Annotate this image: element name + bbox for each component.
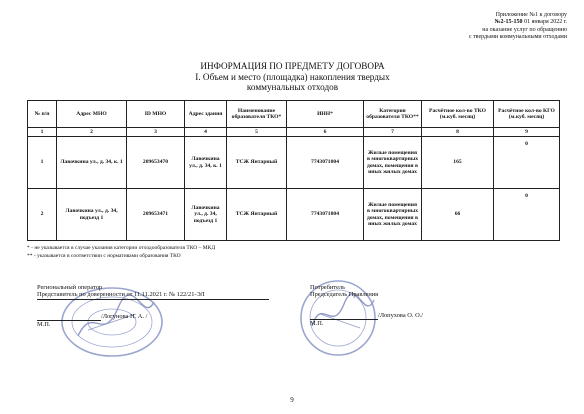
- table-row: [28, 137, 560, 189]
- kgo-volume: 0: [494, 137, 560, 189]
- table-number-row: [28, 128, 560, 137]
- table-header-cell: Расчётное кол-во КГО (м.куб. месяц): [494, 101, 560, 128]
- producer-name: ТСЖ Янтарный: [227, 189, 287, 241]
- row-index: 1: [28, 137, 57, 189]
- annex-line-1: Приложение №1 к договору: [495, 12, 567, 18]
- annex-header: [407, 12, 567, 42]
- tko-volume: 66: [422, 189, 494, 241]
- consumer-mp-label: М.П.: [310, 320, 324, 328]
- column-number: 1: [28, 128, 57, 137]
- operator-representative: Представитель по доверенности от 11.11.2021 г. № 122/21-ЭЛ: [37, 291, 269, 299]
- table-header-cell: ИНН*: [287, 101, 364, 128]
- mno-id: 209653470: [127, 137, 185, 189]
- document-subtitle-1: I. Объем и место (площадка) накопления твердых: [195, 71, 390, 82]
- footnote-2: ** - указывается в соответствии с нормативами образования ТКО: [27, 253, 181, 260]
- operator-mp-label: М.П.: [37, 321, 51, 329]
- column-number: 3: [127, 128, 185, 137]
- document-subtitle-2: коммунальных отходов: [246, 82, 339, 93]
- table-header-cell: Наименование образователя ТКО*: [227, 101, 287, 128]
- column-number: 2: [57, 128, 127, 137]
- building-address: Лавочкина ул., д. 34, подъезд 1: [185, 189, 227, 241]
- annex-line-4: с твердыми коммунальными отходами: [468, 34, 567, 41]
- operator-role: Региональный оператор: [37, 284, 103, 291]
- consumer-role: Потребитель: [310, 284, 346, 291]
- producer-category: Жилые помещения в многоквартирных домах, помещения в иных жилых домах: [364, 137, 422, 189]
- annex-line-2: [407, 19, 567, 26]
- consumer-representative: Председатель Правления: [310, 291, 379, 299]
- table-header-cell: ID МНО: [127, 101, 185, 128]
- column-number: 7: [364, 128, 422, 137]
- building-address: Лавочкина ул., д. 34, к. 1: [185, 137, 227, 189]
- producer-inn: 7743071004: [287, 137, 364, 189]
- mno-id: 209653471: [127, 189, 185, 241]
- producer-inn: 7743071004: [287, 189, 364, 241]
- table-header-row: [28, 101, 560, 128]
- operator-signer-name: /Логунова Н. А. /: [101, 312, 148, 320]
- footnote-1: * - не указывается в случае указания категории отходообразователя ТКО – МКД: [27, 245, 216, 251]
- operator-signature-block: [37, 284, 269, 329]
- consumer-signature-block: [310, 284, 423, 328]
- table-header-cell: Категория образователя ТКО**: [364, 101, 422, 128]
- mno-address: Лавочкина ул., д. 34, подъезд 1: [57, 189, 127, 241]
- column-number: 5: [227, 128, 287, 137]
- table-header-cell: Адрес здания: [185, 101, 227, 128]
- document-title: ИНФОРМАЦИЯ ПО ПРЕДМЕТУ ДОГОВОРА: [200, 61, 385, 71]
- kgo-volume: 0: [494, 189, 560, 241]
- row-index: 2: [28, 189, 57, 241]
- table-header-cell: Расчётное кол-во ТКО (м.куб. месяц): [422, 101, 494, 128]
- annex-line-3: на оказание услуг по обращению: [482, 26, 567, 33]
- column-number: 4: [185, 128, 227, 137]
- contract-number: №2-15-150: [494, 19, 523, 26]
- operator-signature-line: [37, 313, 101, 321]
- footnotes: [27, 244, 215, 261]
- mno-address: Лавочкина ул., д. 34, к. 1: [57, 137, 127, 189]
- consumer-signature-line: [310, 312, 378, 320]
- table-header-cell: Адрес МНО: [57, 101, 127, 128]
- producer-name: ТСЖ Янтарный: [227, 137, 287, 189]
- waste-table: [27, 100, 560, 241]
- column-number: 6: [287, 128, 364, 137]
- producer-category: Жилые помещения в многоквартирных домах, помещения в иных жилых домах: [364, 189, 422, 241]
- document-heading: [150, 61, 435, 93]
- column-number: 8: [422, 128, 494, 137]
- table-row: [28, 189, 560, 241]
- column-number: 9: [494, 128, 560, 137]
- tko-volume: 165: [422, 137, 494, 189]
- consumer-signer-name: /Лопухова О. О./: [378, 311, 424, 319]
- contract-date: 01 января 2022 г.: [522, 19, 567, 26]
- table-header-cell: № п/п: [28, 101, 57, 128]
- page-number: 9: [290, 396, 294, 404]
